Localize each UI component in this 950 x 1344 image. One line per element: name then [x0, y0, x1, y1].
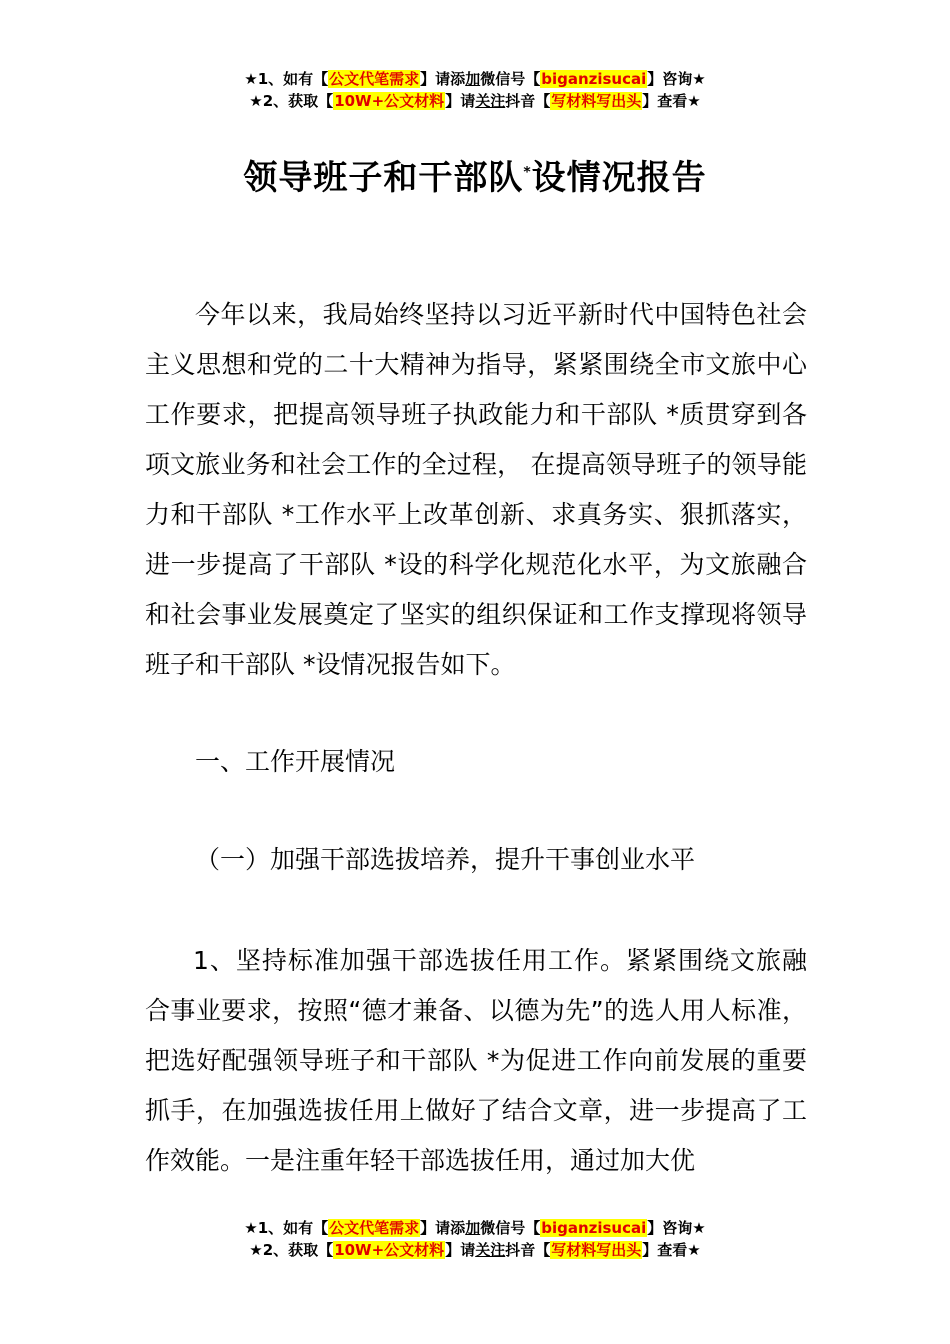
promo-text: 】请添: [420, 1219, 466, 1237]
promo-text: ★2、获取【: [249, 1241, 334, 1259]
promo-text: 抖音【: [505, 92, 551, 110]
promo-highlight: 10W+公文材料: [334, 92, 445, 110]
title-text: 领导班子和干部队: [243, 158, 524, 198]
title-text: 设情况报告: [531, 158, 707, 198]
document-title: [0, 150, 950, 199]
promo-text: 微信号【: [480, 70, 541, 88]
promo-line-2: [0, 90, 950, 112]
promo-highlight: biganzisucai: [541, 1219, 647, 1237]
promo-text: 】咨询★: [647, 70, 706, 88]
subsection-heading-text: （一）加强干部选拔培养，提升干事创业水平: [195, 845, 696, 874]
promo-highlight: 公文代笔需求: [329, 1219, 420, 1237]
promo-highlight: biganzisucai: [541, 70, 647, 88]
title-star: *: [523, 164, 532, 181]
promo-text: 】请: [445, 92, 476, 110]
point1-paragraph: [145, 936, 807, 1186]
intro-paragraph: [145, 290, 807, 690]
subsection-heading: [145, 835, 807, 885]
promo-text: ★1、如有【: [244, 70, 329, 88]
section-heading-text: 一、工作开展情况: [195, 747, 396, 776]
section-heading: [145, 737, 807, 787]
intro-paragraph-text: 今年以来，我局始终坚持以习近平新时代中国特色社会主义思想和党的二十大精神为指导，紧紧围绕全市文旅中心工作要求，把提高领导班子执政能力和干部队 *质贯穿到各项文旅业务和社会工作的全过程， 在提高领导班子的领导能力和干部队 *工作水平上改革创新、求真务实、狠抓落实，进一步提高了干部队 *设的科学化规范化水平，为文旅融合和社会事业发展奠定了坚实的组织保证和工作支撑现将领导班子和干部队 *设情况报告如下。: [145, 300, 807, 679]
promo-text: 】请: [445, 1241, 476, 1259]
promo-text: 微信号【: [480, 1219, 541, 1237]
promo-banner-bottom: [0, 1217, 950, 1261]
promo-text: 抖音【: [505, 1241, 551, 1259]
promo-underlined: 加: [465, 70, 481, 88]
promo-highlight: 写材料写出头: [551, 1241, 642, 1259]
promo-line-1: [0, 68, 950, 90]
promo-underlined: 关注: [475, 1241, 506, 1259]
promo-highlight: 10W+公文材料: [334, 1241, 445, 1259]
promo-text: 】请添: [420, 70, 466, 88]
promo-text: 】查看★: [642, 92, 701, 110]
promo-highlight: 公文代笔需求: [329, 70, 420, 88]
promo-text: ★1、如有【: [244, 1219, 329, 1237]
promo-text: 】咨询★: [647, 1219, 706, 1237]
promo-text: ★2、获取【: [249, 92, 334, 110]
promo-text: 】查看★: [642, 1241, 701, 1259]
promo-banner-top: [0, 68, 950, 112]
promo-line-1: [0, 1217, 950, 1239]
promo-line-2: [0, 1239, 950, 1261]
promo-underlined: 关注: [475, 92, 506, 110]
point1-paragraph-text: 1、坚持标准加强干部选拔任用工作。紧紧围绕文旅融合事业要求，按照“德才兼备、以德为先”的选人用人标准，把选好配强领导班子和干部队 *为促进工作向前发展的重要抓手，在加强选拔任用上做好了结合文章，进一步提高了工作效能。一是注重年轻干部选拔任用，通过加大优: [145, 946, 807, 1175]
promo-highlight: 写材料写出头: [551, 92, 642, 110]
promo-underlined: 加: [465, 1219, 481, 1237]
